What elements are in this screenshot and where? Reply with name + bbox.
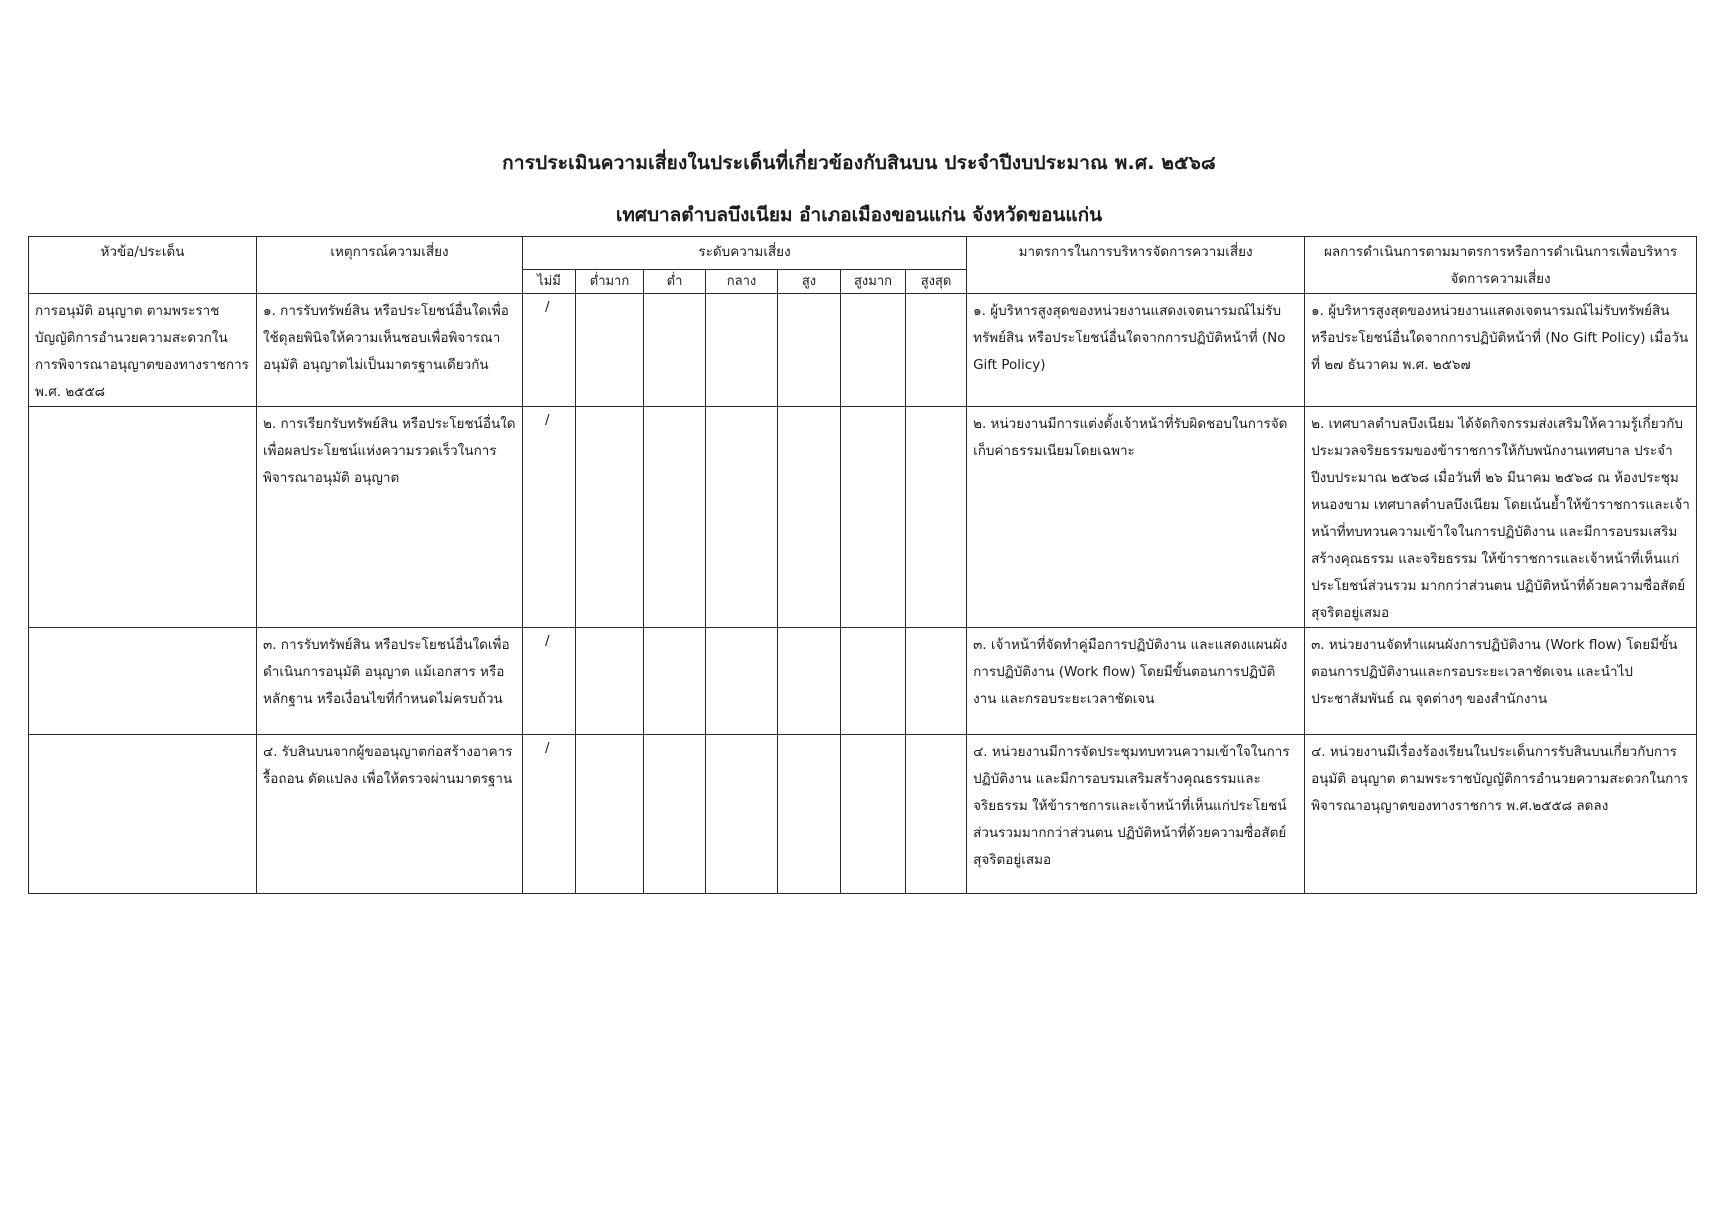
level-high: สูง [778, 270, 841, 294]
topic-cell [29, 407, 257, 628]
event-cell [257, 294, 523, 407]
level-cell [576, 628, 644, 735]
level-cell [778, 735, 841, 894]
header-risk-level: ระดับความเสี่ยง [523, 237, 967, 270]
measure-text: ๔. หน่วยงานมีการจัดประชุมทบทวนความเข้าใจในการปฏิบัติงาน และมีการอบรมเสริมสร้างคุณธรรมและจริยธรรม ให้ข้าราชการและเจ้าหน้าที่เห็นแก่ประโยชน์ส่วนรวมมากกว่าส่วนตน ปฏิบัติหน้าที่ด้วยความซื่อสัตย์สุจริตอยู่เสมอ [973, 744, 1290, 868]
level-cell [778, 407, 841, 628]
level-highest: สูงสุด [906, 270, 967, 294]
level-mark-none: / [523, 294, 576, 407]
measure-text: ๒. หน่วยงานมีการแต่งตั้งเจ้าหน้าที่รับผิดชอบในการจัดเก็บค่าธรรมเนียมโดยเฉพาะ [973, 416, 1288, 459]
level-cell [644, 294, 706, 407]
level-cell [778, 628, 841, 735]
level-cell [841, 294, 906, 407]
result-text: ๓. หน่วยงานจัดทำแผนผังการปฏิบัติงาน (Work flow) โดยมีขั้นตอนการปฏิบัติงานและกรอบระยะเวลาชัดเจน และนำไปประชาสัมพันธ์ ณ จุดต่างๆ ของสำนักงาน [1311, 637, 1678, 707]
measure-cell [967, 735, 1305, 894]
result-cell [1305, 407, 1697, 628]
level-low: ต่ำ [644, 270, 706, 294]
level-cell [706, 735, 778, 894]
header-risk-measure: มาตรการในการบริหารจัดการความเสี่ยง [967, 237, 1305, 294]
level-very-high: สูงมาก [841, 270, 906, 294]
topic-text [35, 628, 250, 632]
level-cell [706, 407, 778, 628]
level-cell [778, 294, 841, 407]
event-cell [257, 407, 523, 628]
result-cell [1305, 294, 1697, 407]
level-medium: กลาง [706, 270, 778, 294]
result-text: ๒. เทศบาลตำบลบึงเนียม ได้จัดกิจกรรมส่งเสริมให้ความรู้เกี่ยวกับประมวลจริยธรรมของข้าราชการให้กับพนักงานเทศบาล ประจำปีงบประมาณ ๒๕๖๘ เมื่อวันที่ ๒๖ มีนาคม ๒๕๖๘ ณ ห้องประชุมหนองขาม เทศบาลตำบลบึงเนียม โดยเน้นย้ำให้ข้าราชการและเจ้าหน้าที่ทบทวนความเข้าใจในการปฏิบัติงาน และมีการอบรมเสริมสร้างคุณธรรม และจริยธรรม ให้ข้าราชการและเจ้าหน้าที่เห็นแก่ประโยชน์ส่วนรวม มากกว่าส่วนตน ปฏิบัติหน้าที่ด้วยความซื่อสัตย์สุจริตอยู่เสมอ [1311, 416, 1690, 621]
header-topic: หัวข้อ/ประเด็น [29, 237, 257, 294]
result-text: ๔. หน่วยงานมีเรื่องร้องเรียนในประเด็นการรับสินบนเกี่ยวกับการอนุมัติ อนุญาต ตามพระราชบัญญัติการอำนวยความสะดวกในการพิจารณาอนุญาตของทางราชการ พ.ศ.๒๕๕๘ ลดลง [1311, 744, 1689, 814]
topic-text: การอนุมัติ อนุญาต ตามพระราชบัญญัติการอำนวยความสะดวกในการพิจารณาอนุญาตของทางราชการ พ.ศ. ๒๕๕๘ [35, 303, 249, 400]
level-cell [841, 407, 906, 628]
level-mark-none: / [523, 407, 576, 628]
topic-cell [29, 294, 257, 407]
level-none: ไม่มี [523, 270, 576, 294]
event-cell [257, 628, 523, 735]
topic-cell [29, 735, 257, 894]
level-very-low: ต่ำมาก [576, 270, 644, 294]
topic-cell [29, 628, 257, 735]
measure-text: ๑. ผู้บริหารสูงสุดของหน่วยงานแสดงเจตนารมณ์ไม่รับทรัพย์สิน หรือประโยชน์อื่นใดจากการปฏิบัติหน้าที่ (No Gift Policy) [973, 303, 1286, 373]
result-cell [1305, 735, 1697, 894]
result-text: ๑. ผู้บริหารสูงสุดของหน่วยงานแสดงเจตนารมณ์ไม่รับทรัพย์สิน หรือประโยชน์อื่นใดจากการปฏิบัติหน้าที่ (No Gift Policy) เมื่อวันที่ ๒๗ ธันวาคม พ.ศ. ๒๕๖๗ [1311, 303, 1689, 373]
event-text: ๒. การเรียกรับทรัพย์สิน หรือประโยชน์อื่นใด เพื่อผลประโยชน์แห่งความรวดเร็วในการพิจารณาอนุมัติ อนุญาต [263, 416, 516, 486]
table-row [29, 407, 1697, 628]
risk-assessment-table [28, 236, 1697, 894]
level-cell [706, 628, 778, 735]
measure-text: ๓. เจ้าหน้าที่จัดทำคู่มือการปฏิบัติงาน และแสดงแผนผังการปฏิบัติงาน (Work flow) โดยมีขั้นตอนการปฏิบัติงาน และกรอบระยะเวลาชัดเจน [973, 637, 1288, 707]
measure-cell [967, 294, 1305, 407]
event-text: ๑. การรับทรัพย์สิน หรือประโยชน์อื่นใดเพื่อใช้ดุลยพินิจให้ความเห็นชอบเพื่อพิจารณาอนุมัติ อนุญาตไม่เป็นมาตรฐานเดียวกัน [263, 303, 509, 373]
level-cell [906, 735, 967, 894]
page-title: การประเมินความเสี่ยงในประเด็นที่เกี่ยวข้องกับสินบน ประจำปีงบประมาณ พ.ศ. ๒๕๖๘ [502, 152, 1216, 174]
page-subtitle: เทศบาลตำบลบึงเนียม อำเภอเมืองขอนแก่น จังหวัดขอนแก่น [615, 204, 1103, 226]
level-mark-none: / [523, 628, 576, 735]
measure-cell [967, 407, 1305, 628]
event-text: ๔. รับสินบนจากผู้ขออนุญาตก่อสร้างอาคาร รื้อถอน ดัดแปลง เพื่อให้ตรวจผ่านมาตรฐาน [263, 744, 513, 787]
level-cell [906, 628, 967, 735]
topic-text [35, 735, 250, 739]
header-risk-event: เหตุการณ์ความเสี่ยง [257, 237, 523, 294]
level-cell [906, 294, 967, 407]
event-text: ๓. การรับทรัพย์สิน หรือประโยชน์อื่นใดเพื่อดำเนินการอนุมัติ อนุญาต แม้เอกสาร หรือหลักฐาน หรือเงื่อนไขที่กำหนดไม่ครบถ้วน [263, 637, 510, 707]
level-cell [576, 407, 644, 628]
measure-cell [967, 628, 1305, 735]
level-cell [576, 735, 644, 894]
level-cell [841, 735, 906, 894]
level-cell [644, 628, 706, 735]
header-result: ผลการดำเนินการตามมาตรการหรือการดำเนินการเพื่อบริหารจัดการความเสี่ยง [1305, 237, 1697, 294]
event-cell [257, 735, 523, 894]
level-cell [644, 407, 706, 628]
level-cell [906, 407, 967, 628]
table-row [29, 294, 1697, 407]
table-row [29, 628, 1697, 735]
result-cell [1305, 628, 1697, 735]
level-cell [576, 294, 644, 407]
level-cell [644, 735, 706, 894]
level-mark-none: / [523, 735, 576, 894]
table-row [29, 735, 1697, 894]
level-cell [841, 628, 906, 735]
topic-text [35, 407, 250, 411]
level-cell [706, 294, 778, 407]
